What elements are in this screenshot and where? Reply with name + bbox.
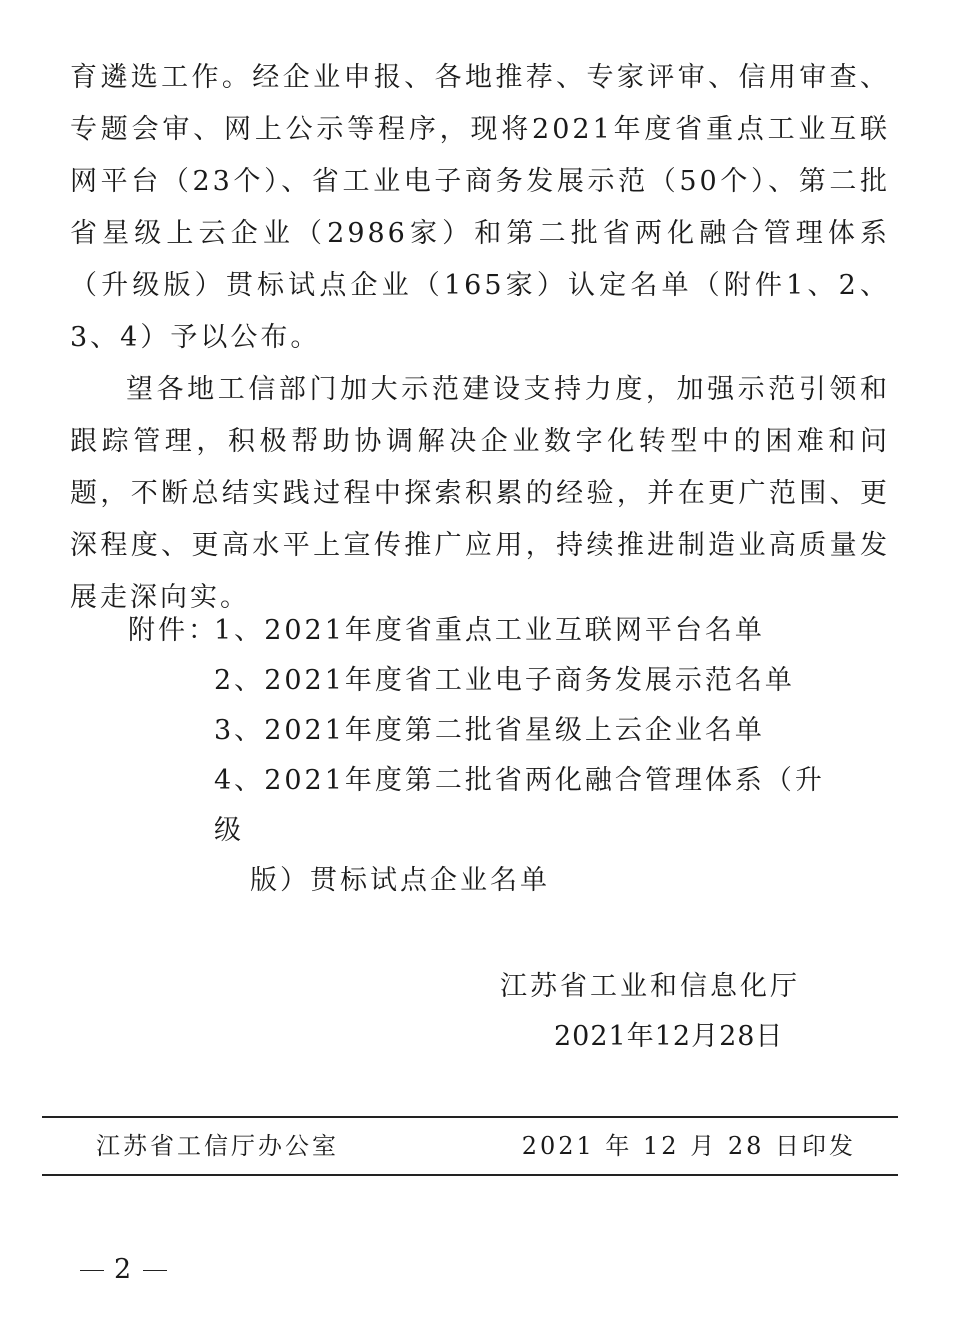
attachment-number: 1、 xyxy=(214,615,265,646)
attachment-label: 附件： xyxy=(128,615,218,646)
signature-block xyxy=(500,962,830,1062)
footer-issuer: 江苏省工信厅办公室 xyxy=(96,1132,339,1160)
attachment-title: 2021年度省重点工业互联网平台名单 xyxy=(264,615,765,646)
attachment-item-2 xyxy=(128,656,828,706)
attachment-item-3 xyxy=(128,706,828,756)
attachment-list xyxy=(128,606,828,906)
attachment-number: 4、 xyxy=(214,765,265,796)
issuing-organization: 江苏省工业和信息化厅 xyxy=(500,971,800,1002)
body-paragraph-2: 望各地工信部门加大示范建设支持力度，加强示范引领和跟踪管理，积极帮助协调解决企业数字化转型中的困难和问题，不断总结实践过程中探索积累的经验，并在更广范围、更深程度、更高水平上宣传推广应用，持续推进制造业高质量发展走深向实。 xyxy=(70,374,890,613)
page-number-dash-left xyxy=(80,1270,104,1271)
attachment-title: 2021年度第二批省星级上云企业名单 xyxy=(264,715,765,746)
attachment-number: 2、 xyxy=(214,665,265,696)
attachment-title-line-1: 2021年度第二批省两化融合管理体系（升级 xyxy=(214,765,825,846)
attachment-title-line-2: 版）贯标试点企业名单 xyxy=(250,865,550,896)
signature-date: 2021年12月28日 xyxy=(554,1021,784,1052)
attachment-number: 3、 xyxy=(214,715,265,746)
footer-issue-date: 2021 年 12 月 28 日印发 xyxy=(521,1132,856,1160)
footer-rule-top xyxy=(42,1116,898,1118)
attachment-title: 2021年度省工业电子商务发展示范名单 xyxy=(264,665,795,696)
footer-rule-bottom xyxy=(42,1174,898,1176)
body-paragraph-1: 育遴选工作。经企业申报、各地推荐、专家评审、信用审查、专题会审、网上公示等程序，现将2021年度省重点工业互联网平台（23个）、省工业电子商务发展示范（50个）、第二批省星级上云企业（2986家）和第二批省两化融合管理体系（升级版）贯标试点企业（165家）认定名单（附件1、2、3、4）予以公布。 xyxy=(70,62,890,353)
page-number-value: 2 xyxy=(114,1254,134,1285)
attachment-item-4 xyxy=(214,756,828,906)
print-footer xyxy=(96,1124,856,1168)
attachment-item-1 xyxy=(128,606,828,656)
page-number-dash-right xyxy=(143,1270,167,1271)
document-body xyxy=(70,52,890,624)
page-number xyxy=(70,1250,177,1290)
